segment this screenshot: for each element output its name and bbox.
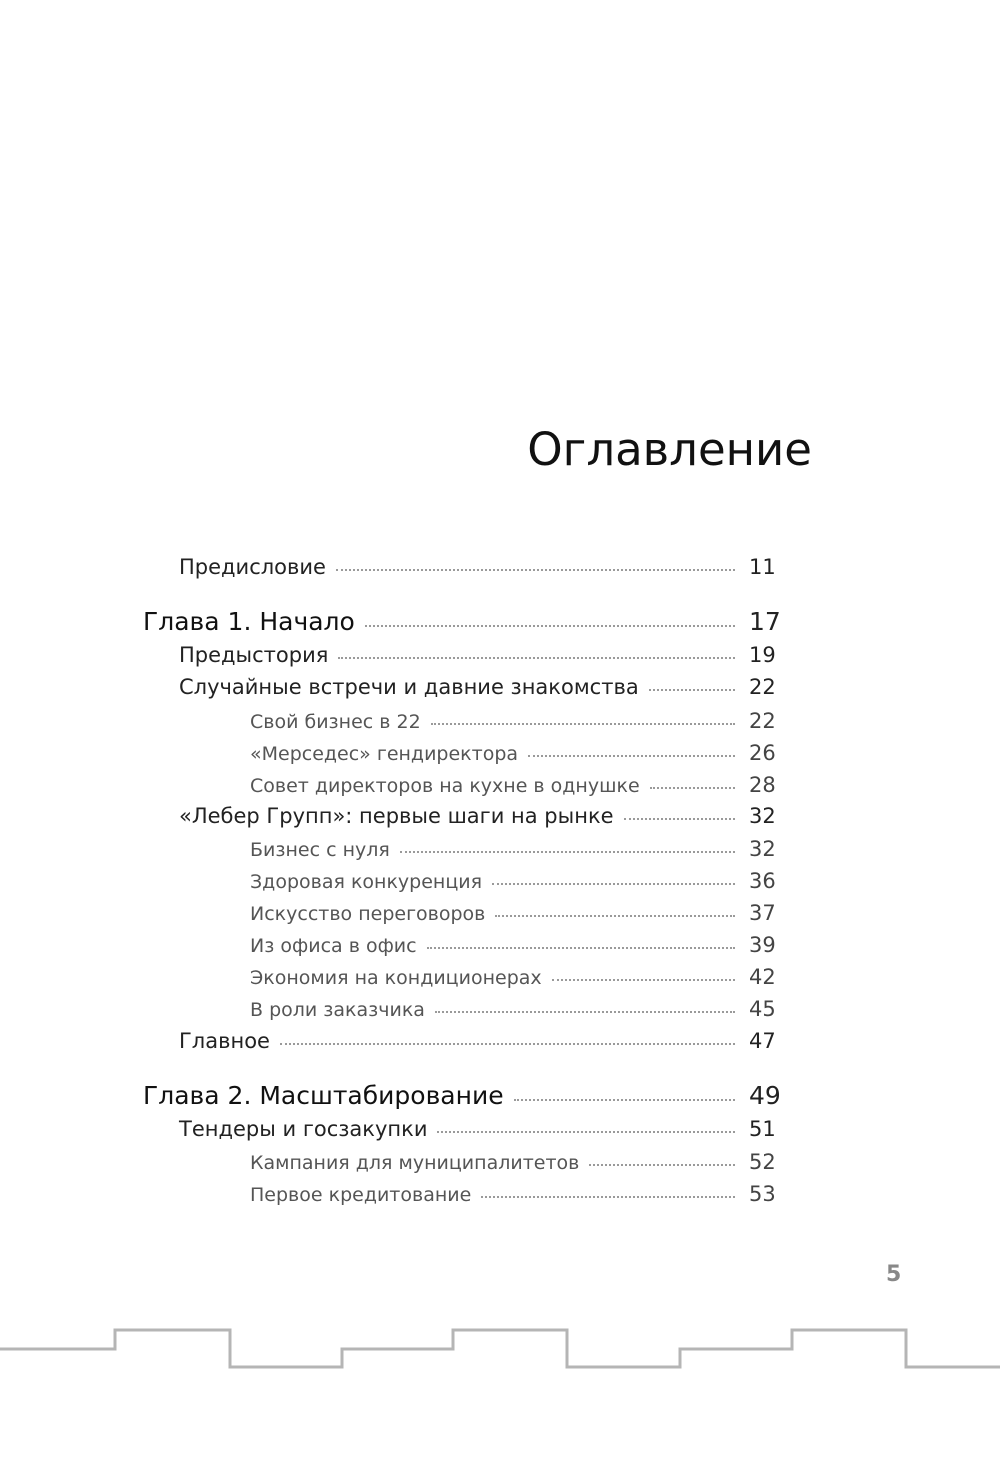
dot-leader: [338, 656, 735, 659]
page-number: 5: [886, 1262, 902, 1287]
toc-entry-label: Глава 2. Масштабирование: [143, 1081, 504, 1110]
decorative-step-line: [0, 1325, 1000, 1375]
dot-leader: [492, 882, 735, 885]
toc-entry-page: 47: [749, 1029, 776, 1053]
toc-entry-label: Случайные встречи и давние знакомства: [179, 675, 639, 699]
toc-entry-page: 37: [749, 901, 776, 925]
toc-entry[interactable]: [179, 1117, 793, 1141]
toc-entry[interactable]: [179, 675, 793, 699]
toc-entry-label: Первое кредитование: [250, 1184, 472, 1206]
dot-leader: [437, 1130, 735, 1133]
toc-entry-page: 26: [749, 741, 776, 765]
dot-leader: [495, 914, 735, 917]
toc-entry-label: «Лебер Групп»: первые шаги на рынке: [179, 804, 614, 828]
toc-entry-label: Главное: [179, 1029, 270, 1053]
toc-entry[interactable]: [179, 1029, 793, 1053]
toc-entry-page: 32: [749, 837, 776, 861]
dot-leader: [650, 786, 735, 789]
dot-leader: [365, 624, 735, 627]
dot-leader: [280, 1042, 735, 1045]
toc-entry-page: 51: [749, 1117, 776, 1141]
toc-subentry[interactable]: [250, 1150, 793, 1174]
toc-entry-label: Предыстория: [179, 643, 329, 667]
toc-subentry[interactable]: [250, 773, 793, 797]
toc-entry[interactable]: [179, 555, 793, 579]
dot-leader: [624, 817, 735, 820]
toc-entry-label: Свой бизнес в 22: [250, 711, 421, 733]
dot-leader: [514, 1098, 735, 1101]
toc-entry-page: 49: [749, 1081, 781, 1110]
toc-entry-label: Здоровая конкуренция: [250, 871, 483, 893]
toc-entry-label: Предисловие: [179, 555, 326, 579]
page-title: Оглавление: [527, 423, 812, 476]
toc-subentry[interactable]: [250, 1182, 793, 1206]
toc-subentry[interactable]: [250, 869, 793, 893]
toc-entry-page: 45: [749, 997, 776, 1021]
toc-entry-label: Тендеры и госзакупки: [179, 1117, 428, 1141]
toc-entry-label: Глава 1. Начало: [143, 607, 355, 636]
toc-entry-page: 28: [749, 773, 776, 797]
toc-entry-label: Из офиса в офис: [250, 935, 417, 957]
toc-entry-page: 22: [749, 675, 776, 699]
toc-entry-label: Искусство переговоров: [250, 903, 486, 925]
toc-entry-page: 53: [749, 1182, 776, 1206]
toc-subentry[interactable]: [250, 741, 793, 765]
dot-leader: [400, 850, 735, 853]
toc-entry-page: 32: [749, 804, 776, 828]
dot-leader: [435, 1010, 735, 1013]
toc-chapter[interactable]: [143, 1081, 793, 1110]
dot-leader: [336, 568, 735, 571]
toc-entry-page: 22: [749, 709, 776, 733]
dot-leader: [552, 978, 735, 981]
toc-entry-label: В роли заказчика: [250, 999, 425, 1021]
toc-entry-label: Бизнес с нуля: [250, 839, 390, 861]
toc-entry-label: Совет директоров на кухне в однушке: [250, 775, 640, 797]
toc-entry-page: 52: [749, 1150, 776, 1174]
toc-entry-page: 19: [749, 643, 776, 667]
toc-subentry[interactable]: [250, 965, 793, 989]
dot-leader: [589, 1163, 735, 1166]
dot-leader: [528, 754, 735, 757]
toc-entry-label: Кампания для муниципалитетов: [250, 1152, 580, 1174]
toc-subentry[interactable]: [250, 837, 793, 861]
toc-subentry[interactable]: [250, 997, 793, 1021]
toc-entry-page: 39: [749, 933, 776, 957]
toc-entry-page: 42: [749, 965, 776, 989]
dot-leader: [431, 722, 735, 725]
dot-leader: [649, 688, 735, 691]
toc-chapter[interactable]: [143, 607, 793, 636]
toc-entry[interactable]: [179, 804, 793, 828]
toc-subentry[interactable]: [250, 933, 793, 957]
toc-subentry[interactable]: [250, 709, 793, 733]
dot-leader: [427, 946, 735, 949]
toc-entry-label: Экономия на кондиционерах: [250, 967, 542, 989]
dot-leader: [481, 1195, 735, 1198]
toc-entry[interactable]: [179, 643, 793, 667]
toc-subentry[interactable]: [250, 901, 793, 925]
toc-entry-page: 11: [749, 555, 776, 579]
toc-entry-label: «Мерседес» гендиректора: [250, 743, 519, 765]
toc-entry-page: 17: [749, 607, 781, 636]
toc-entry-page: 36: [749, 869, 776, 893]
